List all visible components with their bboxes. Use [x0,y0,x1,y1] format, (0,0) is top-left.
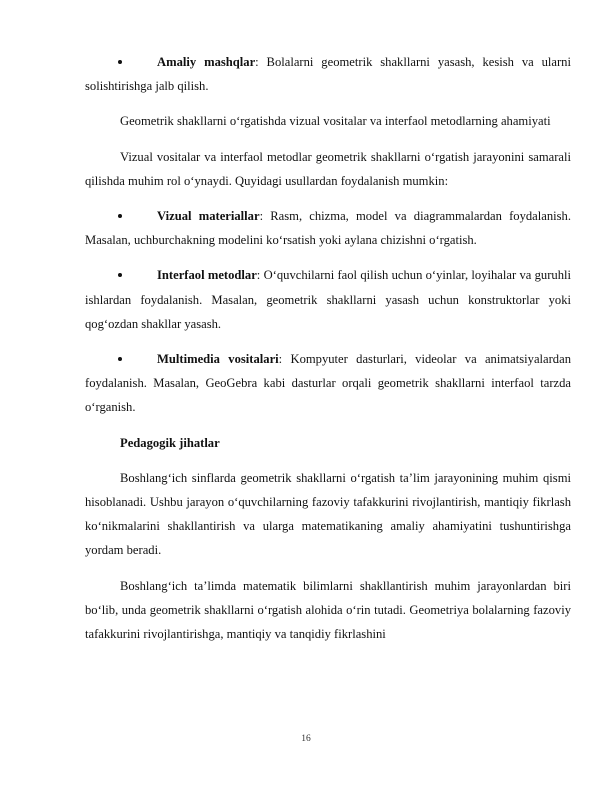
bullet-text: : O‘quvchilarni faol qilish uchun o‘yinlar, loyihalar va guruhli ishlardan foydalanish. Masalan, geometrik shakllarni yasash uchun konstruktorlar yoki qog‘ozdan shakllar yasash. [85,268,571,331]
bullet-text: : Rasm, chizma, model va diagrammalardan foydalanish. Masalan, uchburchakning modelini ko‘rsatish yoki aylana chizishni o‘rgatish. [85,209,571,248]
page-number: 16 [301,734,311,744]
bullet-dot [118,214,122,218]
bullet-dot [118,273,122,277]
bullet-dot [118,357,122,361]
paragraph-visual-tools-intro: Vizual vositalar va interfaol metodlar geometrik shakllarni o‘rgatish jarayonini samarali qilishda muhim rol o‘ynaydi. Quyidagi usullardan foydalanish mumkin: [85,149,571,188]
section-heading-pedagogik: Pedagogik jihatlar [120,435,220,450]
page-content [85,50,571,646]
bullet-interfaol-metodlar [85,263,571,336]
bullet-dot [118,60,122,64]
bullet-text: : Kompyuter dasturlari, videolar va animatsiyalardan foydalanish. Masalan, GeoGebra kabi dasturlar orqali geometrik shakllarni interfaol tarzda o‘rganish. [85,352,571,415]
bullet-text: : Bolalarni geometrik shakllarni yasash, kesish va ularni solishtirishga jalb qilish. [85,55,571,94]
bullet-vizual-materiallar [85,204,571,252]
paragraph-visual-tools-title: Geometrik shakllarni o‘rgatishda vizual vositalar va interfaol metodlarning ahamiyati [120,114,551,129]
bullet-term: Vizual materiallar [157,209,260,224]
bullet-amaliy-mashqlar [85,50,571,98]
bullet-term: Interfaol metodlar [157,268,257,283]
bullet-multimedia-vositalari [85,347,571,420]
paragraph-pedagogik-2: Boshlang‘ich ta’limda matematik bilimlarni shakllantirish muhim jarayonlardan biri bo‘lib, unda geometrik shakllarni o‘rgatish alohida o‘rin tutadi. Geometriya bolalarning fazoviy tafakkurini rivojlantirishga, mantiqiy va tanqidiy fikrlashini [85,578,571,642]
paragraph-pedagogik-1: Boshlang‘ich sinflarda geometrik shakllarni o‘rgatish ta’lim jarayonining muhim qismi hisoblanadi. Ushbu jarayon o‘quvchilarning fazoviy tafakkurini rivojlantirish, mantiqiy fikrlash ko‘nikmalarini shakllantirish va ularga matematikaning amaliy ahamiyatini tushuntirishga yordam beradi. [85,470,571,558]
bullet-term: Multimedia vositalari [157,352,279,367]
bullet-term: Amaliy mashqlar [157,55,256,69]
